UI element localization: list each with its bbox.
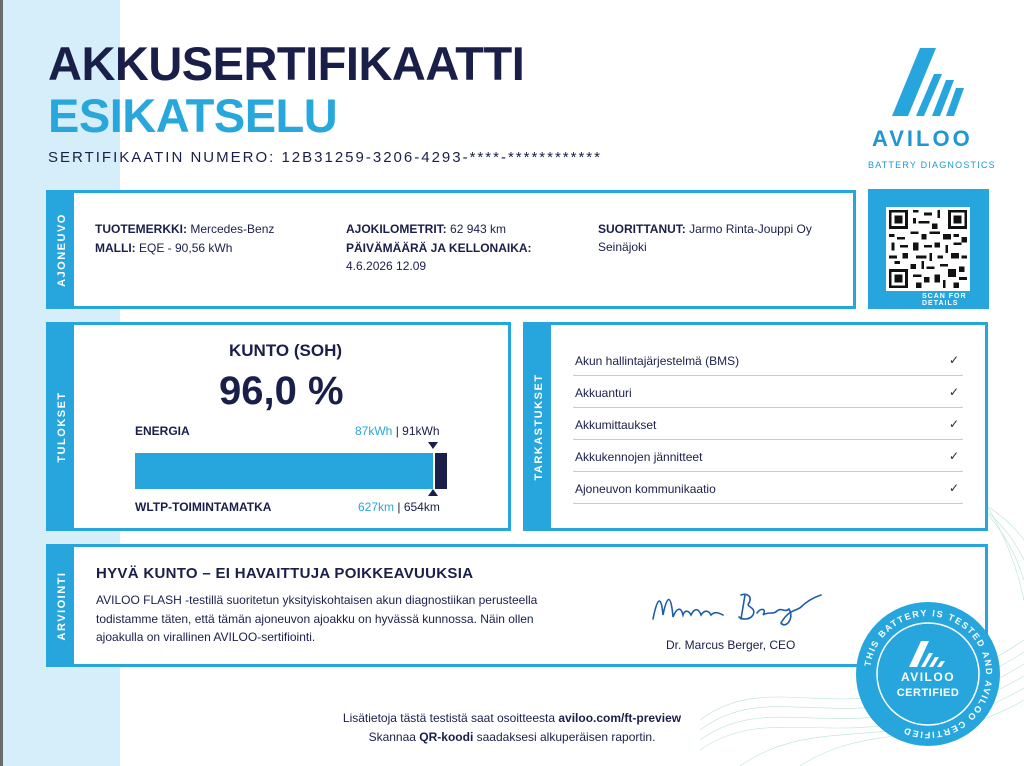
aviloo-logo-icon	[890, 48, 966, 122]
range-current: 627km	[358, 500, 395, 514]
checkmark-icon: ✓	[948, 417, 959, 431]
checkmark-icon: ✓	[948, 449, 959, 463]
energy-label: ENERGIA	[135, 424, 190, 438]
check-item-label: Ajoneuvon kommunikaatio	[575, 482, 716, 496]
logo-tagline: BATTERY DIAGNOSTICS	[868, 160, 996, 170]
assessment-text: AVILOO FLASH -testillä suoritetun yksityiskohtaisen akun diagnostiikan perusteella todistamme täten, että tämän ajoneuvon ajoakku on hyvässä kunnossa. Näin ollen ajoakulla on virallinen AVILOO-sertifiointi.	[96, 593, 538, 645]
brand-field: TUOTEMERKKI: Mercedes-Benz	[95, 222, 275, 236]
results-section-label: TULOKSET	[49, 325, 74, 528]
seal-label: CERTIFIED	[896, 687, 960, 699]
footer-qr-prefix: Skannaa	[368, 730, 420, 744]
footer-qr-suffix: saadaksesi alkuperäisen raportin.	[473, 730, 656, 744]
check-item-label: Akkumittaukset	[575, 418, 657, 432]
range-label: WLTP-TOIMINTAMATKA	[135, 500, 272, 514]
mileage-field: AJOKILOMETRIT: 62 943 km	[346, 222, 507, 236]
range-marker-icon	[428, 489, 438, 496]
model-field: MALLI: EQE - 90,56 kWh	[95, 241, 233, 255]
check-item	[573, 346, 963, 376]
footer-qr-bold: QR-koodi	[419, 730, 474, 744]
soh-bar	[135, 453, 447, 489]
performed-by-field: SUORITTANUT: Jarmo Rinta-Jouppi Oy Seinäjoki	[598, 222, 812, 254]
range-total: | 654km	[397, 500, 440, 514]
datetime-field: PÄIVÄMÄÄRÄ JA KELLONAIKA: 4.6.2026 12.09	[346, 241, 532, 273]
checks-section	[523, 322, 988, 531]
assessment-section-label: ARVIOINTI	[49, 547, 74, 664]
certificate-number-label: SERTIFIKAATIN NUMERO:	[48, 149, 276, 166]
ceo-signature	[649, 585, 829, 631]
footer-link[interactable]: aviloo.com/ft-preview	[558, 711, 682, 725]
aviloo-logo	[858, 46, 998, 174]
footer-qr-line	[0, 730, 1024, 744]
qr-code[interactable]	[886, 207, 970, 291]
check-item	[573, 378, 963, 408]
certificate-subtitle: ESIKATSELU	[48, 89, 338, 142]
energy-values	[355, 424, 440, 438]
energy-marker-icon	[428, 442, 438, 449]
checkmark-icon: ✓	[948, 353, 959, 367]
energy-current: 87kWh	[355, 424, 393, 438]
certificate-number-value: 12B31259-3206-4293-****-************	[281, 149, 602, 166]
logo-wordmark: AVILOO	[872, 126, 973, 151]
check-item-label: Akkuanturi	[575, 386, 632, 400]
energy-total: | 91kWh	[395, 424, 440, 438]
certificate-title: AKKUSERTIFIKAATTI	[48, 37, 525, 90]
seal-ring-text: THIS BATTERY IS TESTED AND AVILOO CERTIFIED	[862, 607, 995, 741]
soh-title: KUNTO (SOH)	[229, 341, 343, 360]
page-edge	[0, 0, 3, 766]
checks-section-label: TARKASTUKSET	[526, 325, 551, 528]
check-item	[573, 474, 963, 504]
footer-info-text: Lisätietoja tästä testistä saat osoitteesta	[342, 711, 559, 725]
signatory-name: Dr. Marcus Berger, CEO	[666, 638, 796, 652]
assessment-section	[46, 544, 988, 667]
results-section	[46, 322, 511, 531]
qr-caption: SCAN FOR DETAILS	[922, 293, 967, 307]
seal-brand: AVILOO	[900, 670, 956, 684]
checkmark-icon: ✓	[948, 385, 959, 399]
assessment-title: HYVÄ KUNTO – EI HAVAITTUJA POIKKEAVUUKSIA	[96, 565, 474, 582]
check-item	[573, 410, 963, 440]
vehicle-section	[46, 190, 856, 309]
soh-bar-fill	[135, 453, 435, 489]
check-item	[573, 442, 963, 472]
certified-seal	[855, 601, 1001, 747]
checkmark-icon: ✓	[948, 481, 959, 495]
footer-info-line	[0, 711, 1024, 725]
check-item-label: Akkukennojen jännitteet	[575, 450, 703, 464]
qr-code-panel[interactable]	[868, 189, 989, 309]
check-item-label: Akun hallintajärjestelmä (BMS)	[575, 354, 740, 368]
soh-value: 96,0 %	[219, 369, 344, 413]
vehicle-section-label: AJONEUVO	[49, 193, 74, 306]
range-values	[358, 500, 440, 514]
certificate-number-line	[48, 149, 602, 166]
